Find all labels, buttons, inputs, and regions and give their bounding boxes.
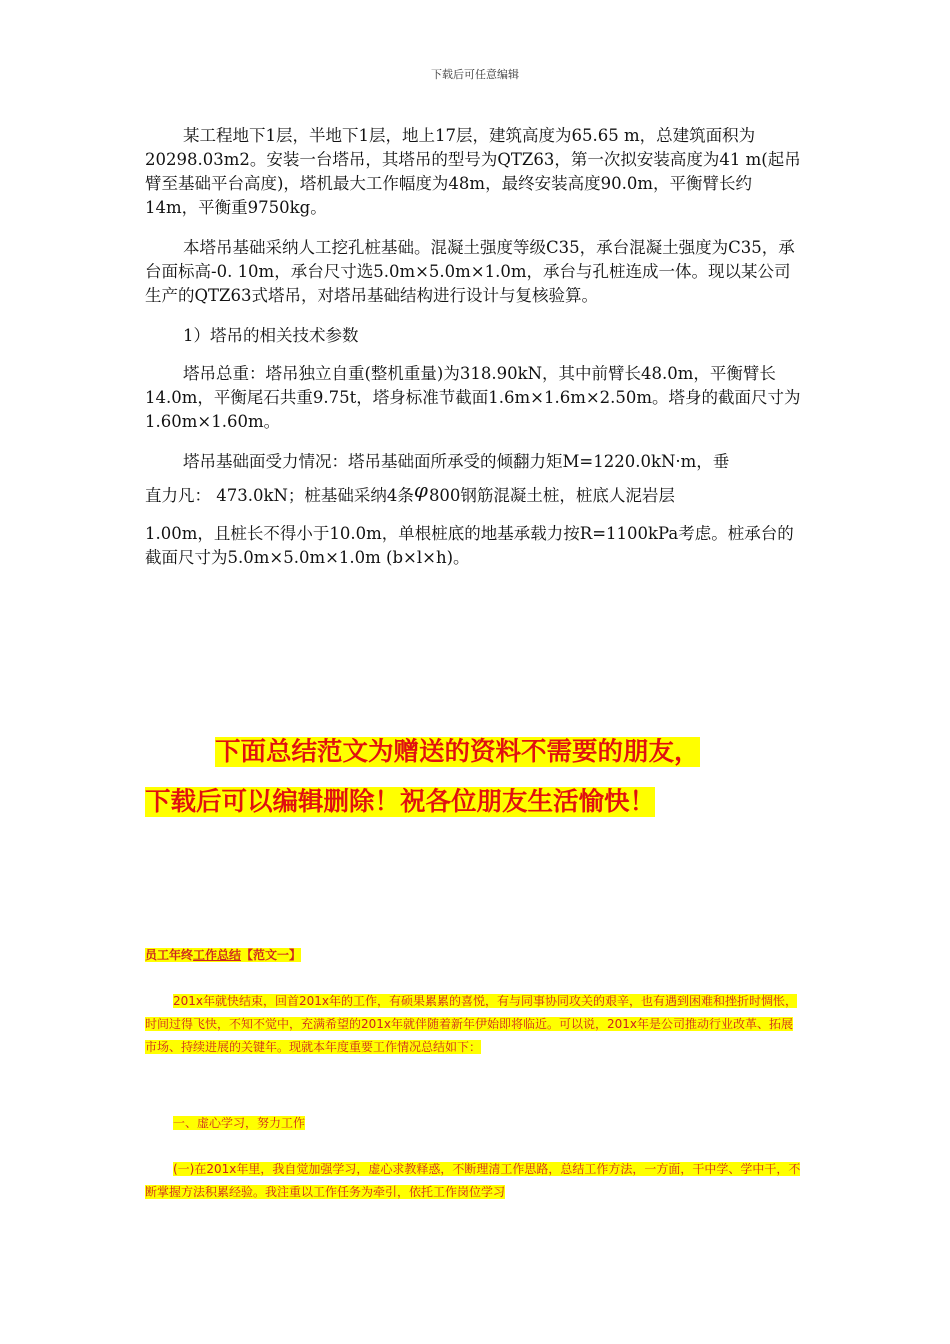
paragraph-project-overview: 某工程地下1层，半地下1层，地上17层，建筑高度为65.65 m，总建筑面积为20298.03m2。安装一台塔吊，其塔吊的型号为QTZ63，第一次拟安装高度为41 m(起吊臂至基础平台高度)，塔机最大工作幅度为48m，最终安装高度90.0m，平衡臂长约14m，平衡重9750kg。 [145,126,801,217]
sample-title-a: 员工年终 [145,948,194,962]
paragraph-crane-weight: 塔吊总重：塔吊独立自重(整机重量)为318.90kN，其中前臂长48.0m，平衡臂长14.0m，平衡尾石共重9.75t，塔身标准节截面1.6m×1.6m×2.50m。塔身的截面尺寸为1.60m×1.60m。 [145,364,801,431]
sample-paragraph-1 [145,990,805,1059]
sample-title [145,944,805,967]
sample-heading-1 [145,1112,805,1135]
notice-line-1 [215,736,700,768]
sample-title-link[interactable]: 工作总结 [193,948,242,962]
sample-paragraph-2 [145,1158,805,1204]
forces-text-b: 800钢筋混凝土桩，桩底人泥岩层 [428,486,675,505]
sample-paragraph-2-text: (一)在201x年里，我自觉加强学习，虚心求教释惑，不断理清工作思路，总结工作方法，一方面，干中学、学中干，不断掌握方法积累经验。我注重以工作任务为牵引，依托工作岗位学习 [145,1162,801,1199]
paragraph-pile-capacity: 1.00m，且桩长不得小于10.0m，单根桩底的地基承载力按R=1100kPa考虑。桩承台的截面尺寸为5.0m×5.0m×1.0m (b×l×h)。 [145,524,794,567]
section-heading-tech-params: 1）塔吊的相关技术参数 [183,326,359,345]
phi-symbol: φ [413,478,428,502]
forces-text-a: 直力凡： 473.0kN；桩基础采纳4条 [145,486,414,505]
sample-title-c: 【范文一】 [241,948,302,962]
page-header: 下载后可任意编辑 [431,68,519,81]
sample-paragraph-1-text: 201x年就快结束，回首201x年的工作，有硕果累累的喜悦，有与同事协同攻关的艰辛，也有遇到困难和挫折时惆怅，时间过得飞快，不知不觉中，充满希望的201x年就伴随着新年伊始即将临近。可以说，201x年是公司推动行业改革、拓展市场、持续进展的关键年。现就本年度重要工作情况总结如下： [145,994,798,1054]
sample-heading-1-text: 一、虚心学习，努力工作 [173,1116,306,1130]
notice-line-1-text: 下面总结范文为赠送的资料不需要的朋友， [215,737,700,767]
paragraph-foundation-design: 本塔吊基础采纳人工挖孔桩基础。混凝土强度等级C35，承台混凝土强度为C35，承台面标高-0. 10m，承台尺寸选5.0m×5.0m×1.0m，承台与孔桩连成一体。现以某公司生产的QTZ63式塔吊，对塔吊基础结构进行设计与复核验算。 [145,238,795,305]
notice-line-2-text: 下载后可以编辑删除！祝各位朋友生活愉快！ [145,787,656,817]
paragraph-forces-line1: 塔吊基础面受力情况：塔吊基础面所承受的倾翻力矩M=1220.0kN·m，垂 [183,452,730,471]
notice-line-2 [145,786,655,818]
paragraph-forces-line2 [145,478,675,508]
